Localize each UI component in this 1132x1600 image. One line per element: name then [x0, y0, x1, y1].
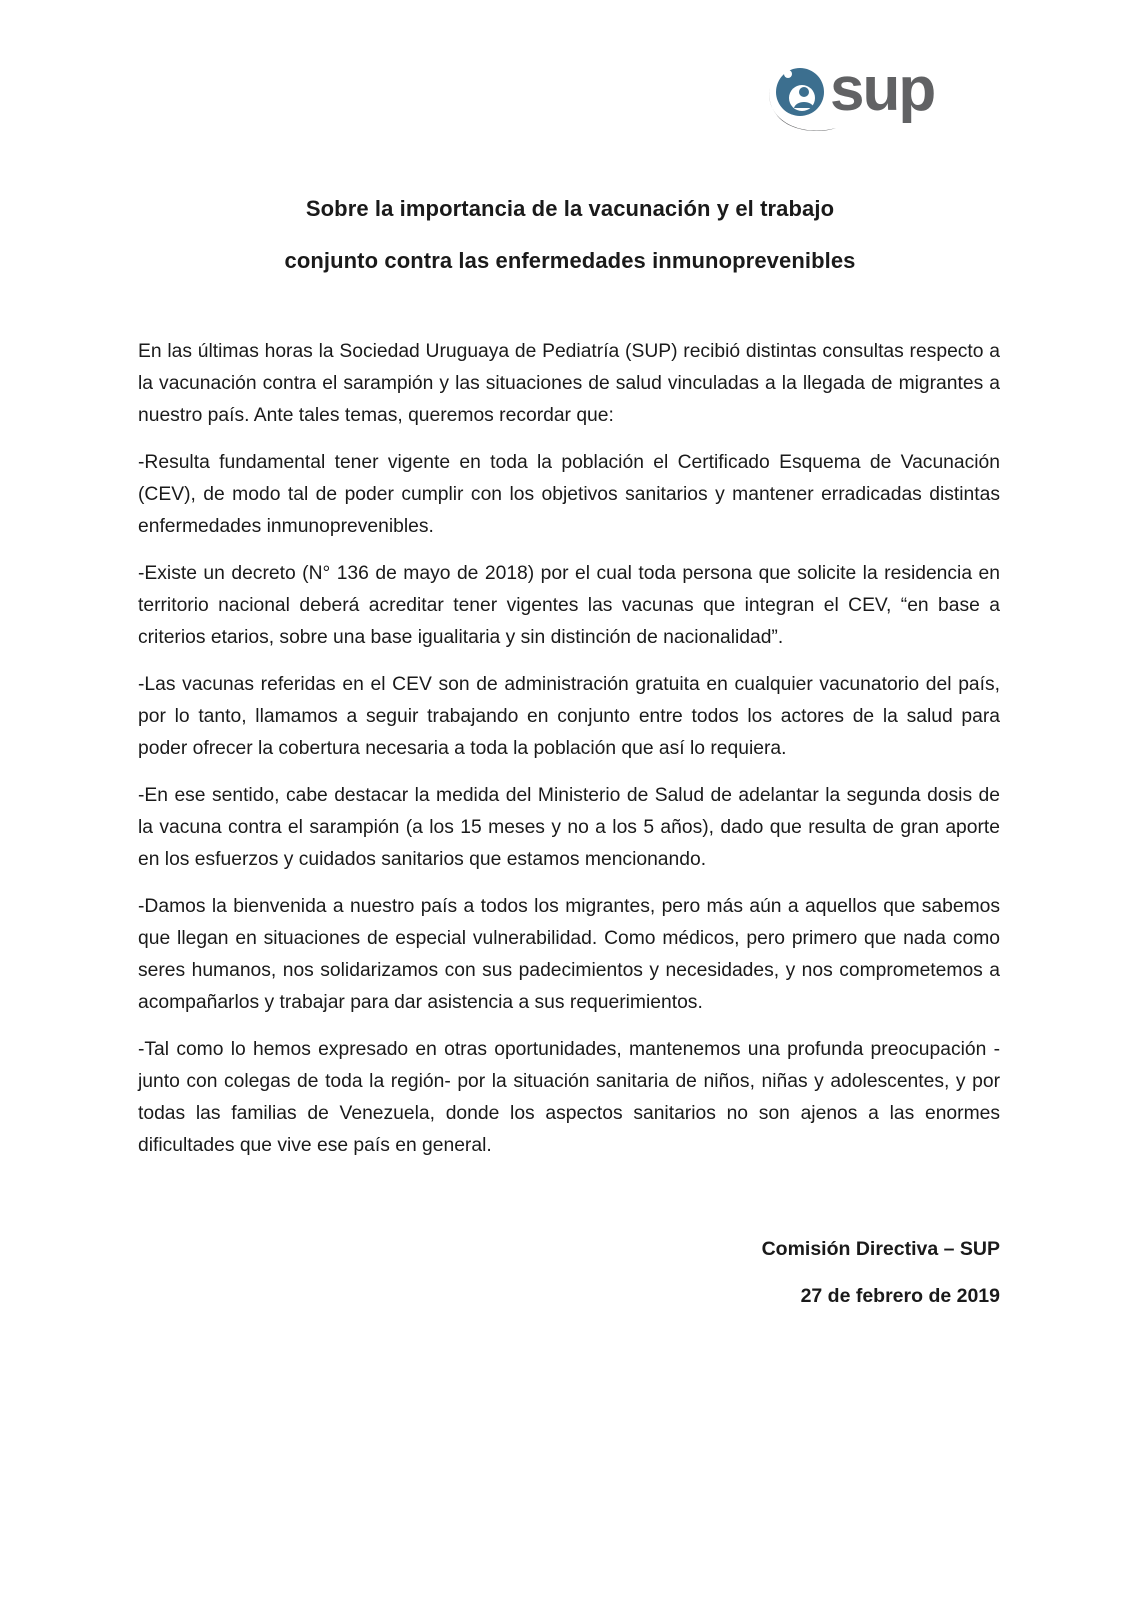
document-title — [140, 183, 1000, 287]
paragraph-cev: -Resulta fundamental tener vigente en toda la población el Certificado Esquema de Vacunación (CEV), de modo tal de poder cumplir con los objetivos sanitarios y mantener erradicadas distintas enfermedades inmunoprevenibles. — [138, 452, 1000, 537]
paragraph-gratuidad: -Las vacunas referidas en el CEV son de administración gratuita en cualquier vacunatorio del país, por lo tanto, llamamos a seguir trabajando en conjunto entre todos los actores de la salud para poder ofrecer la cobertura necesaria a toda la población que así lo requiera. — [138, 674, 1000, 759]
document-body — [138, 336, 1000, 1177]
signature-date: 27 de febrero de 2019 — [800, 1285, 1000, 1307]
sup-logo — [758, 48, 988, 140]
paragraph-decreto: -Existe un decreto (N° 136 de mayo de 2018) por el cual toda persona que solicite la residencia en territorio nacional deberá acreditar tener vigentes las vacunas que integran el CEV, “en base a criterios etarios, sobre una base igualitaria y sin distinción de nacionalidad”. — [138, 563, 1000, 648]
paragraph-segunda-dosis: -En ese sentido, cabe destacar la medida del Ministerio de Salud de adelantar la segunda dosis de la vacuna contra el sarampión (a los 15 meses y no a los 5 años), dado que resulta de gran aporte en los esfuerzos y cuidados sanitarios que estamos mencionando. — [138, 785, 1000, 870]
title-line-2: conjunto contra las enfermedades inmunoprevenibles — [284, 248, 856, 273]
paragraph-venezuela: -Tal como lo hemos expresado en otras oportunidades, mantenemos una profunda preocupación -junto con colegas de toda la región- por la situación sanitaria de niños, niñas y adolescentes, y por todas las familias de Venezuela, donde los aspectos sanitarios no son ajenos a las enormes dificultades que vive ese país en general. — [138, 1039, 1000, 1156]
paragraph-migrantes: -Damos la bienvenida a nuestro país a todos los migrantes, pero más aún a aquellos que sabemos que llegan en situaciones de especial vulnerabilidad. Como médicos, pero primero que nada como seres humanos, nos solidarizamos con sus padecimientos y necesidades, y nos comprometemos a acompañarlos y trabajar para dar asistencia a sus requerimientos. — [138, 896, 1000, 1013]
paragraph-intro: En las últimas horas la Sociedad Uruguaya de Pediatría (SUP) recibió distintas consultas respecto a la vacunación contra el sarampión y las situaciones de salud vinculadas a la llegada de migrantes a nuestro país. Ante tales temas, queremos recordar que: — [138, 341, 1000, 426]
signature-block — [762, 1226, 1000, 1320]
logo-wordmark: sup — [830, 55, 935, 124]
title-line-1: Sobre la importancia de la vacunación y el trabajo — [305, 196, 835, 221]
signature-author: Comisión Directiva – SUP — [761, 1238, 1000, 1260]
